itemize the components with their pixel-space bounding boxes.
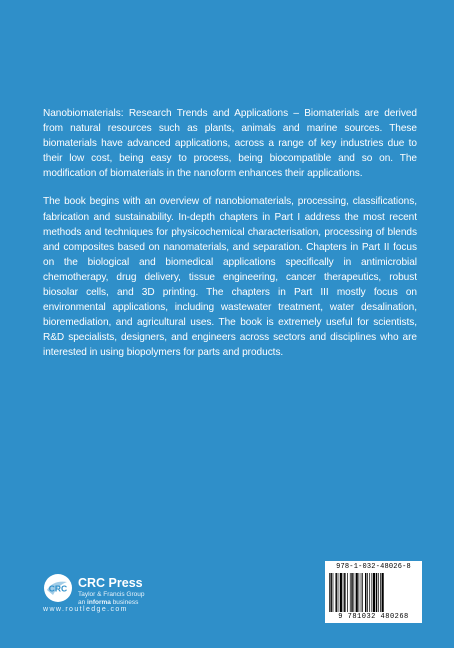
- publisher-url: www.routledge.com: [43, 606, 128, 613]
- description-paragraph-1: Nanobiomaterials: Research Trends and Applications – Biomaterials are derived from natural resources such as plants, animals and marine sources. These biomaterials have advanced applications, across a range of key industries due to their low cost, being easy to process, being biocompatible and so on. The modification of biomaterials in the nanoform enhances their applications.: [43, 108, 417, 180]
- publisher-group: [78, 591, 144, 607]
- publisher-logo: [43, 573, 213, 623]
- barcode-bar: [378, 573, 379, 614]
- barcode-bar: [373, 573, 375, 614]
- barcode-bar: [356, 573, 358, 614]
- isbn-number: 978-1-032-48026-8: [336, 563, 411, 571]
- barcode-bars: [328, 573, 419, 614]
- informa-prefix: an: [78, 599, 88, 606]
- barcode-bar: [362, 573, 363, 614]
- publisher-name: CRC Press: [78, 576, 143, 590]
- barcode-bar: [350, 573, 351, 614]
- barcode-bar: [344, 573, 345, 614]
- barcode-bar: [380, 573, 381, 614]
- barcode-bar: [382, 573, 384, 614]
- barcode-bar: [367, 573, 368, 614]
- barcode-bar: [376, 573, 377, 614]
- barcode-bar: [338, 573, 339, 614]
- barcode-bar: [371, 573, 372, 614]
- barcode-bar: [335, 573, 336, 614]
- barcode-bar: [340, 573, 342, 614]
- barcode-bar: [365, 573, 366, 614]
- barcode-bar: [329, 573, 330, 614]
- barcode-bar: [353, 573, 354, 614]
- barcode-digits: 9 781032 480268: [325, 612, 422, 621]
- crc-press-logo-icon: [43, 573, 73, 603]
- logo-mark-text: CRC: [48, 583, 68, 594]
- informa-bold: informa: [87, 599, 111, 606]
- informa-suffix: business: [110, 599, 139, 606]
- isbn-barcode: [325, 561, 422, 623]
- publisher-group-line: Taylor & Francis Group: [78, 591, 145, 598]
- barcode-bar: [347, 573, 348, 614]
- barcode-bar: [369, 573, 370, 614]
- barcode-bar: [333, 573, 334, 614]
- barcode-bar: [343, 573, 344, 614]
- barcode-bar: [330, 573, 331, 614]
- barcode-bar: [361, 573, 362, 614]
- barcode-bar: [351, 573, 352, 614]
- barcode-bar: [359, 573, 360, 614]
- description-paragraph-2: The book begins with an overview of nanobiomaterials, processing, classifications, fabrication and sustainability. In-depth chapters in Part I address the most recent methods and techniques for physicochemical characterisation, processing of blends and composites based on nanomaterials, and separation. Chapters in Part II focus on the biological and biomedical applications specifically in antimicrobial chemotherapy, drug delivery, tissue engineering, cancer therapeutics, robust biosolar cells, and 3D printing. The chapters in Part III mostly focus on environmental applications, including wastewater treatment, water desalination, bioremediation, and agricultural uses. The book is extremely useful for scientists, R&D specialists, designers, and engineers across sectors and disciplines who are interested in using biopolymers for parts and products.: [43, 196, 417, 359]
- book-description: [43, 106, 417, 361]
